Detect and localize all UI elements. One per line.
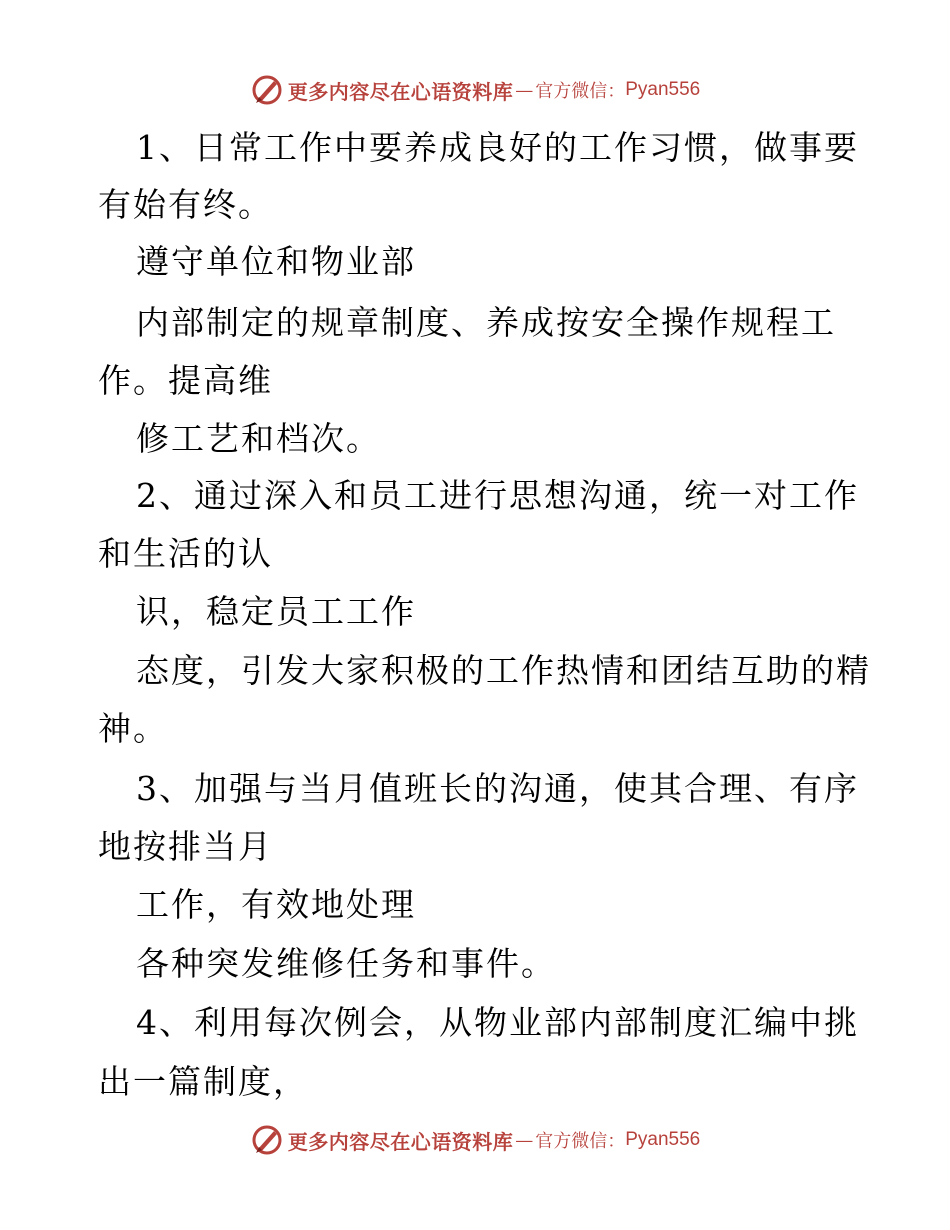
paragraph-line: 有始有终。 xyxy=(98,185,273,224)
header-separator: — xyxy=(515,79,534,101)
paragraph-line: 态度，引发大家积极的工作热情和团结互助的精 xyxy=(136,651,871,690)
footer-separator: — xyxy=(515,1129,534,1151)
paragraph-line: 内部制定的规章制度、养成按安全操作规程工 xyxy=(136,303,836,342)
footer-wechat-label: 官方微信： xyxy=(535,1131,626,1152)
header-wechat-id: Pyan556 xyxy=(625,79,701,100)
paragraph-line: 修工艺和档次。 xyxy=(136,419,381,458)
paragraph-line: 地按排当月 xyxy=(98,827,273,866)
header-banner xyxy=(0,70,950,110)
paragraph-line: 工作，有效地处理 xyxy=(136,885,416,924)
footer-brand-text: 更多内容尽在心语资料库 xyxy=(287,1129,514,1154)
header-wechat-label: 官方微信： xyxy=(535,81,626,102)
paragraph-line: 神。 xyxy=(98,709,168,748)
footer-wechat-id: Pyan556 xyxy=(625,1129,701,1150)
paragraph-line: 2、通过深入和员工进行思想沟通，统一对工作 xyxy=(136,476,859,515)
pen-swirl-logo-icon xyxy=(250,1123,284,1157)
pen-swirl-logo-icon xyxy=(250,73,284,107)
paragraph-line: 识，稳定员工工作 xyxy=(136,592,416,631)
header-brand-text: 更多内容尽在心语资料库 xyxy=(287,79,514,104)
paragraph-line: 和生活的认 xyxy=(98,534,273,573)
paragraph-line: 4、利用每次例会，从物业部内部制度汇编中挑 xyxy=(136,1003,859,1042)
paragraph-line: 各种突发维修任务和事件。 xyxy=(136,944,556,983)
paragraph-line: 遵守单位和物业部 xyxy=(136,242,416,281)
paragraph-line: 3、加强与当月值班长的沟通，使其合理、有序 xyxy=(136,769,859,808)
footer-banner xyxy=(0,1120,950,1160)
paragraph-line: 1、日常工作中要养成良好的工作习惯，做事要 xyxy=(136,128,859,167)
paragraph-line: 作。提高维 xyxy=(98,361,273,400)
paragraph-line: 出一篇制度， xyxy=(98,1062,308,1101)
